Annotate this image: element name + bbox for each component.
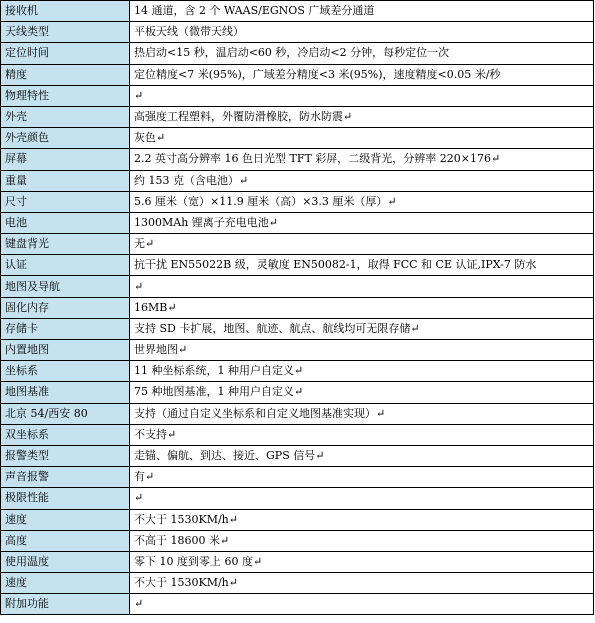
table-row xyxy=(1,85,594,106)
spec-value-cell: 抗干扰 EN55022B 级，灵敏度 EN50082-1，取得 FCC 和 CE 认证,IPX-7 防水 xyxy=(130,255,594,276)
spec-value-cell: 不大于 1530KM/h↵ xyxy=(130,509,594,530)
spec-label-cell: 北京 54/西安 80 xyxy=(1,403,130,424)
spec-label-cell: 存储卡 xyxy=(1,318,130,339)
table-row xyxy=(1,149,594,170)
spec-label-cell: 双坐标系 xyxy=(1,424,130,445)
spec-value-cell: 世界地图↵ xyxy=(130,340,594,361)
spec-value-cell: 不支持↵ xyxy=(130,424,594,445)
spec-value-cell: 高强度工程塑料，外覆防滑橡胶，防水防震↵ xyxy=(130,106,594,127)
table-row xyxy=(1,551,594,572)
spec-value-cell: 支持 SD 卡扩展，地图、航迹、航点、航线均可无限存储↵ xyxy=(130,318,594,339)
spec-value-cell: 14 通道，含 2 个 WAAS/EGNOS 广域差分通道 xyxy=(130,1,594,22)
spec-value-cell: 2.2 英寸高分辨率 16 色日光型 TFT 彩屏，二级背光，分辨率 220×176↵ xyxy=(130,149,594,170)
spec-label-cell: 外壳颜色 xyxy=(1,128,130,149)
spec-label-cell: 速度 xyxy=(1,509,130,530)
spec-label-cell: 极限性能 xyxy=(1,488,130,509)
spec-value-cell: 1300MAh 锂离子充电电池↵ xyxy=(130,212,594,233)
spec-label-cell: 地图及导航 xyxy=(1,276,130,297)
spec-value-cell: 有↵ xyxy=(130,467,594,488)
spec-value-cell: 约 153 克（含电池）↵ xyxy=(130,170,594,191)
spec-value-cell: ↵ xyxy=(130,85,594,106)
spec-value-cell: 走锚、偏航、到达、接近、GPS 信号↵ xyxy=(130,445,594,466)
table-row xyxy=(1,234,594,255)
spec-value-cell: 零下 10 度到零上 60 度↵ xyxy=(130,551,594,572)
table-row xyxy=(1,106,594,127)
table-row xyxy=(1,361,594,382)
table-row xyxy=(1,573,594,594)
table-row xyxy=(1,509,594,530)
spec-label-cell: 报警类型 xyxy=(1,445,130,466)
table-row xyxy=(1,297,594,318)
spec-value-cell: 16MB↵ xyxy=(130,297,594,318)
spec-label-cell: 地图基准 xyxy=(1,382,130,403)
spec-value-cell: 定位精度<7 米(95%)，广域差分精度<3 米(95%)，速度精度<0.05 米/秒 xyxy=(130,64,594,85)
table-row xyxy=(1,488,594,509)
table-row xyxy=(1,212,594,233)
table-row xyxy=(1,318,594,339)
spec-value-cell: 支持（通过自定义坐标系和自定义地图基准实现）↵ xyxy=(130,403,594,424)
spec-table-body xyxy=(1,1,594,615)
table-row xyxy=(1,340,594,361)
spec-value-cell: 11 种坐标系统，1 种用户自定义↵ xyxy=(130,361,594,382)
spec-value-cell: 不大于 1530KM/h↵ xyxy=(130,573,594,594)
spec-label-cell: 高度 xyxy=(1,530,130,551)
spec-label-cell: 使用温度 xyxy=(1,551,130,572)
spec-value-cell: 5.6 厘米（宽）×11.9 厘米（高）×3.3 厘米（厚）↵ xyxy=(130,191,594,212)
spec-label-cell: 声音报警 xyxy=(1,467,130,488)
spec-value-cell: 不高于 18600 米↵ xyxy=(130,530,594,551)
spec-label-cell: 尺寸 xyxy=(1,191,130,212)
spec-label-cell: 定位时间 xyxy=(1,43,130,64)
spec-label-cell: 认证 xyxy=(1,255,130,276)
table-row xyxy=(1,1,594,22)
table-row xyxy=(1,467,594,488)
spec-label-cell: 附加功能 xyxy=(1,594,130,615)
spec-label-cell: 速度 xyxy=(1,573,130,594)
spec-label-cell: 固化内存 xyxy=(1,297,130,318)
spec-value-cell: ↵ xyxy=(130,488,594,509)
spec-label-cell: 精度 xyxy=(1,64,130,85)
spec-label-cell: 内置地图 xyxy=(1,340,130,361)
table-row xyxy=(1,382,594,403)
table-row xyxy=(1,64,594,85)
spec-label-cell: 接收机 xyxy=(1,1,130,22)
table-row xyxy=(1,191,594,212)
spec-label-cell: 物理特性 xyxy=(1,85,130,106)
table-row xyxy=(1,170,594,191)
spec-value-cell: 热启动<15 秒，温启动<60 秒，冷启动<2 分钟，每秒定位一次 xyxy=(130,43,594,64)
spec-value-cell: ↵ xyxy=(130,276,594,297)
spec-value-cell: 平板天线（微带天线） xyxy=(130,22,594,43)
table-row xyxy=(1,403,594,424)
spec-label-cell: 外壳 xyxy=(1,106,130,127)
spec-label-cell: 电池 xyxy=(1,212,130,233)
table-row xyxy=(1,276,594,297)
table-row xyxy=(1,530,594,551)
spec-label-cell: 坐标系 xyxy=(1,361,130,382)
table-row xyxy=(1,255,594,276)
table-row xyxy=(1,445,594,466)
spec-label-cell: 屏幕 xyxy=(1,149,130,170)
table-row xyxy=(1,128,594,149)
spec-label-cell: 键盘背光 xyxy=(1,234,130,255)
table-row xyxy=(1,424,594,445)
table-row xyxy=(1,594,594,615)
spec-value-cell: ↵ xyxy=(130,594,594,615)
table-row xyxy=(1,43,594,64)
spec-value-cell: 无↵ xyxy=(130,234,594,255)
spec-value-cell: 75 种地图基准，1 种用户自定义↵ xyxy=(130,382,594,403)
spec-label-cell: 重量 xyxy=(1,170,130,191)
spec-value-cell: 灰色↵ xyxy=(130,128,594,149)
table-row xyxy=(1,22,594,43)
spec-label-cell: 天线类型 xyxy=(1,22,130,43)
